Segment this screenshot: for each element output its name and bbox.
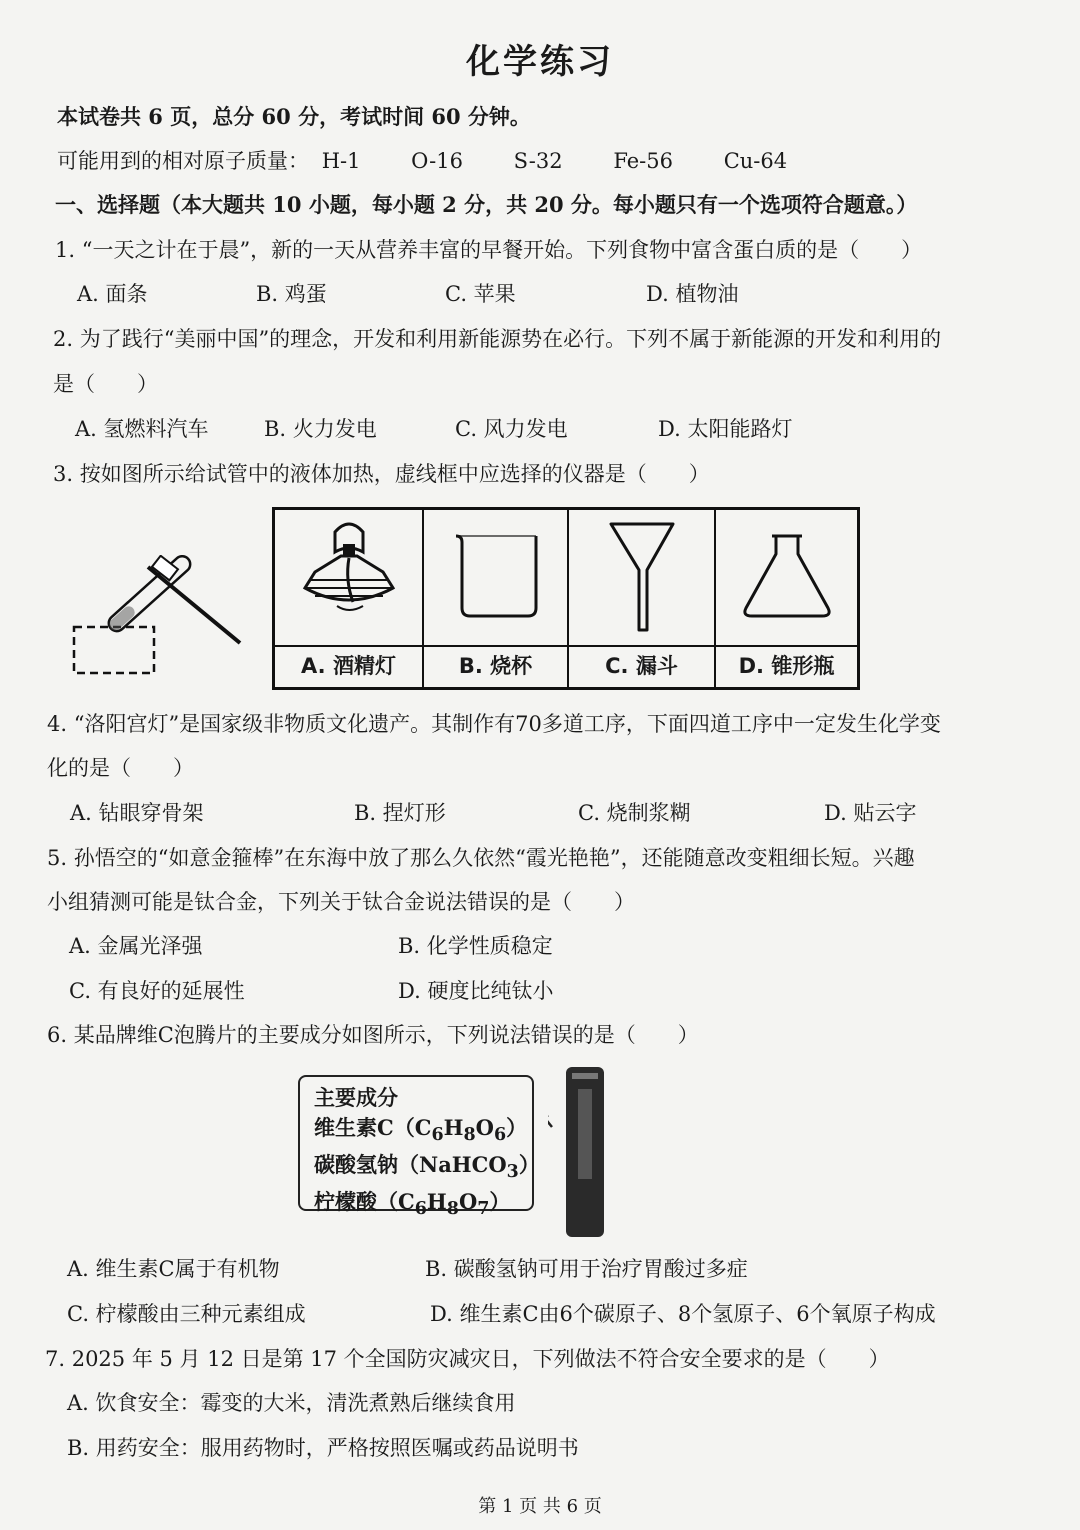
question-6-stem: 6. 某品牌维C泡腾片的主要成分如图所示，下列说法错误的是（ ） [47,1023,699,1047]
ingredient-vitamin-c: 维生素$C(C_6H_8O_6)$ [314,1115,528,1146]
ingredients-box [298,1075,540,1220]
question-2-option-a: A. 氢燃料汽车 [75,417,209,441]
dashed-frame [74,627,154,673]
question-1-option-a: A. 面条 [77,282,148,306]
question-2-stem-cont: 是（ ） [53,372,158,396]
page-title: 化学练习 [466,42,614,82]
question-6-option-a: A. 维生素C属于有机物 [67,1257,280,1281]
question-5-stem: 5. 孙悟空的“如意金箍棒”在东海中放了那么久依然“霞光艳艳”，还能随意改变粗细长短。兴趣 [47,846,915,870]
atomic-masses [57,147,787,175]
question-7-stem: 7. 2025 年 5 月 12 日是第 17 个全国防灾减灾日，下列做法不符合安全要求的是（ ） [45,1347,890,1371]
question-7-option-b: B. 用药安全：服用药物时，严格按照医嘱或药品说明书 [67,1436,579,1460]
question-6-option-c: C. 柠檬酸由三种元素组成 [67,1302,306,1326]
conical-flask-icon [716,510,857,647]
question-5-option-d: D. 硬度比纯钛小 [398,979,554,1003]
mass-fe: Fe-56 [613,149,673,173]
question-4-stem-cont: 化的是（ ） [47,756,194,780]
apparatus-c-label: C. 漏斗 [569,645,714,687]
question-5-option-a: A. 金属光泽强 [69,934,203,958]
page-footer: 第 1 页 共 6 页 [478,1496,602,1517]
question-2-stem: 2. 为了践行“美丽中国”的理念，开发和利用新能源势在必行。下列不属于新能源的开发和利用的 [53,327,942,351]
question-4-stem: 4. “洛阳宫灯”是国家级非物质文化遗产。其制作有70多道工序，下面四道工序中一定发生化学变 [47,712,941,736]
tube-holder-icon [148,567,240,643]
question-5-option-b: B. 化学性质稳定 [398,934,553,958]
mass-s: S-32 [513,149,563,173]
question-1-option-d: D. 植物油 [646,282,739,306]
question-4-option-a: A. 钻眼穿骨架 [70,801,204,825]
exam-intro: 本试卷共 6 页，总分 60 分，考试时间 60 分钟。 [57,104,531,129]
apparatus-b-label: B. 烧杯 [424,645,567,687]
atomic-masses-label: 可能用到的相对原子质量： [57,149,309,173]
question-6-option-d: D. 维生素C由6个碳原子、8个氢原子、6个氧原子构成 [430,1302,936,1326]
alcohol-lamp-icon [275,510,424,647]
ingredient-sodium-bicarbonate: 碳酸氢钠（NaHCO$_3$） [314,1152,540,1183]
mass-o: O-16 [411,149,463,173]
apparatus-d-label: D. 锥形瓶 [716,645,857,687]
apparatus-a [275,510,424,687]
question-2-option-c: C. 风力发电 [455,417,568,441]
effervescent-tablet-tube-icon [548,1065,608,1240]
question-3-stem: 3. 按如图所示给试管中的液体加热，虚线框中应选择的仪器是（ ） [53,462,710,486]
question-2-option-d: D. 太阳能路灯 [658,417,793,441]
question-4-option-b: B. 捏灯形 [354,801,446,825]
question-4-option-c: C. 烧制浆糊 [578,801,691,825]
mass-h: H-1 [321,149,361,173]
beaker-icon [424,510,569,647]
question-1-stem: 1. “一天之计在于晨”，新的一天从营养丰富的早餐开始。下列食物中富含蛋白质的是（ ） [55,238,923,262]
test-tube-heating-figure [68,555,248,680]
ingredients-heading: 主要成分 [314,1085,398,1110]
apparatus-table [272,507,860,690]
apparatus-d [716,510,857,687]
question-5-option-c: C. 有良好的延展性 [69,979,245,1003]
funnel-icon [569,510,716,647]
question-5-stem-cont: 小组猜测可能是钛合金，下列关于钛合金说法错误的是（ ） [47,890,635,914]
question-7-option-a: A. 饮食安全：霉变的大米，清洗煮熟后继续食用 [67,1391,516,1415]
apparatus-c [569,510,716,687]
apparatus-b [424,510,569,687]
ingredient-citric-acid: 柠檬酸$(C_6H_8O_7)$ [314,1189,511,1220]
question-1-option-c: C. 苹果 [445,282,516,306]
question-4-option-d: D. 贴云字 [824,801,917,825]
mass-cu: Cu-64 [723,149,788,173]
question-1-option-b: B. 鸡蛋 [256,282,327,306]
question-6-option-b: B. 碳酸氢钠可用于治疗胃酸过多症 [425,1257,748,1281]
question-2-option-b: B. 火力发电 [264,417,377,441]
apparatus-a-label: A. 酒精灯 [275,645,422,687]
section-heading: 一、选择题（本大题共 10 小题，每小题 2 分，共 20 分。每小题只有一个选项符合题意。） [55,192,918,217]
